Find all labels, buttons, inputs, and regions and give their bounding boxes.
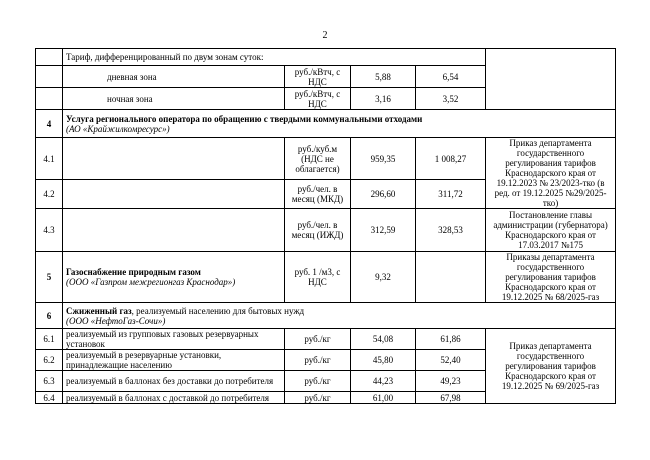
table-row [36,138,616,180]
row-number-cell [36,49,63,66]
unit-cell: руб./чел. в месяц (МКД) [285,180,351,209]
value-cell-1: 44,23 [351,371,416,392]
row-number-cell [36,88,63,110]
value-cell-2: 328,53 [416,209,486,252]
tariff-name-cell: ночная зона [63,88,285,110]
section-title-rest: , реализуемый населению для бытовых нужд [131,305,305,316]
section-number: 4 [36,110,63,138]
section-number: 5 [36,252,63,303]
tariff-name-cell: реализуемый в баллонах без доставки до потребителя [63,371,285,392]
value-cell-2: 1 008,27 [416,138,486,180]
unit-cell: руб./кг [285,392,351,404]
tariff-name-cell [63,209,285,252]
value-cell-1: 61,00 [351,392,416,404]
section-title: Сжиженный газ [66,305,132,316]
section-header-row [36,303,616,329]
row-number-cell: 6.3 [36,371,63,392]
unit-cell: руб./кг [285,371,351,392]
document-cell: Приказ департамента государственного регулирования тарифов Краснодарского края от 19.12.2023 № 23/2023-тко (в ред. от 19.12.2025 №29/2025-тко) [486,138,616,209]
value-cell-1: 3,16 [351,88,416,110]
section-title: Услуга регионального оператора по обращению с твердыми коммунальными отходами [66,113,423,124]
row-number-cell: 4.3 [36,209,63,252]
tariff-name-cell: дневная зона [63,66,285,88]
section-header-row [36,252,616,303]
zone-tariff-title: Тариф, дифференцированный по двум зонам суток: [63,49,486,66]
row-number-cell: 4.2 [36,180,63,209]
value-cell-2: 49,23 [416,371,486,392]
tariff-name-cell: реализуемый в резервуарные установки, принадлежащие населению [63,350,285,371]
section-organization: (АО «Крайжилкомресурс») [66,123,170,134]
value-cell-2: 52,40 [416,350,486,371]
unit-cell: руб./чел. в месяц (ИЖД) [285,209,351,252]
unit-cell: руб./кВтч, с НДС [285,66,351,88]
document-cell [486,49,616,110]
value-cell-2: 6,54 [416,66,486,88]
section-header-row [36,110,616,138]
tariff-table [35,48,616,404]
value-cell-1: 54,08 [351,329,416,350]
unit-cell: руб./кг [285,329,351,350]
document-cell: Постановление главы администрации (губернатора) Краснодарского края от 17.03.2017 №175 [486,209,616,252]
row-number-cell: 6.2 [36,350,63,371]
section-title: Газоснабжение природным газом [66,267,201,277]
value-cell-2 [416,252,486,303]
section-title-cell [63,252,285,303]
value-cell-2: 67,98 [416,392,486,404]
document-cell: Приказ департамента государственного регулирования тарифов Краснодарского края от 19.12.2025 № 69/2025-газ [486,329,616,404]
row-number-cell: 6.4 [36,392,63,404]
value-cell-1: 312,59 [351,209,416,252]
section-organization: (ООО «Газпром межрегионгаз Краснодар») [66,277,236,287]
row-number-cell: 6.1 [36,329,63,350]
unit-cell: руб./куб.м (НДС не облагается) [285,138,351,180]
section-title-cell [63,110,616,138]
value-cell-2: 3,52 [416,88,486,110]
section-title-cell [63,303,616,329]
tariff-name-cell [63,138,285,180]
value-cell-1: 296,60 [351,180,416,209]
table-row [36,329,616,350]
unit-cell: руб./кВтч, с НДС [285,88,351,110]
value-cell-1: 959,35 [351,138,416,180]
unit-cell: руб. 1 /м3, с НДС [285,252,351,303]
table-row [36,49,616,66]
value-cell-2: 61,86 [416,329,486,350]
tariff-name-cell [63,180,285,209]
section-organization: (ООО «НефтоГаз-Сочи») [66,315,166,326]
tariff-name-cell: реализуемый в баллонах с доставкой до потребителя [63,392,285,404]
page-number: 2 [322,30,328,41]
table-row [36,209,616,252]
section-number: 6 [36,303,63,329]
unit-cell: руб./кг [285,350,351,371]
row-number-cell: 4.1 [36,138,63,180]
value-cell-1: 9,32 [351,252,416,303]
value-cell-1: 5,88 [351,66,416,88]
value-cell-2: 311,72 [416,180,486,209]
row-number-cell [36,66,63,88]
document-cell: Приказы департамента государственного регулирования тарифов Краснодарского края от 19.12.2025 № 68/2025-газ [486,252,616,303]
value-cell-1: 45,80 [351,350,416,371]
tariff-name-cell: реализуемый из групповых газовых резервуарных установок [63,329,285,350]
